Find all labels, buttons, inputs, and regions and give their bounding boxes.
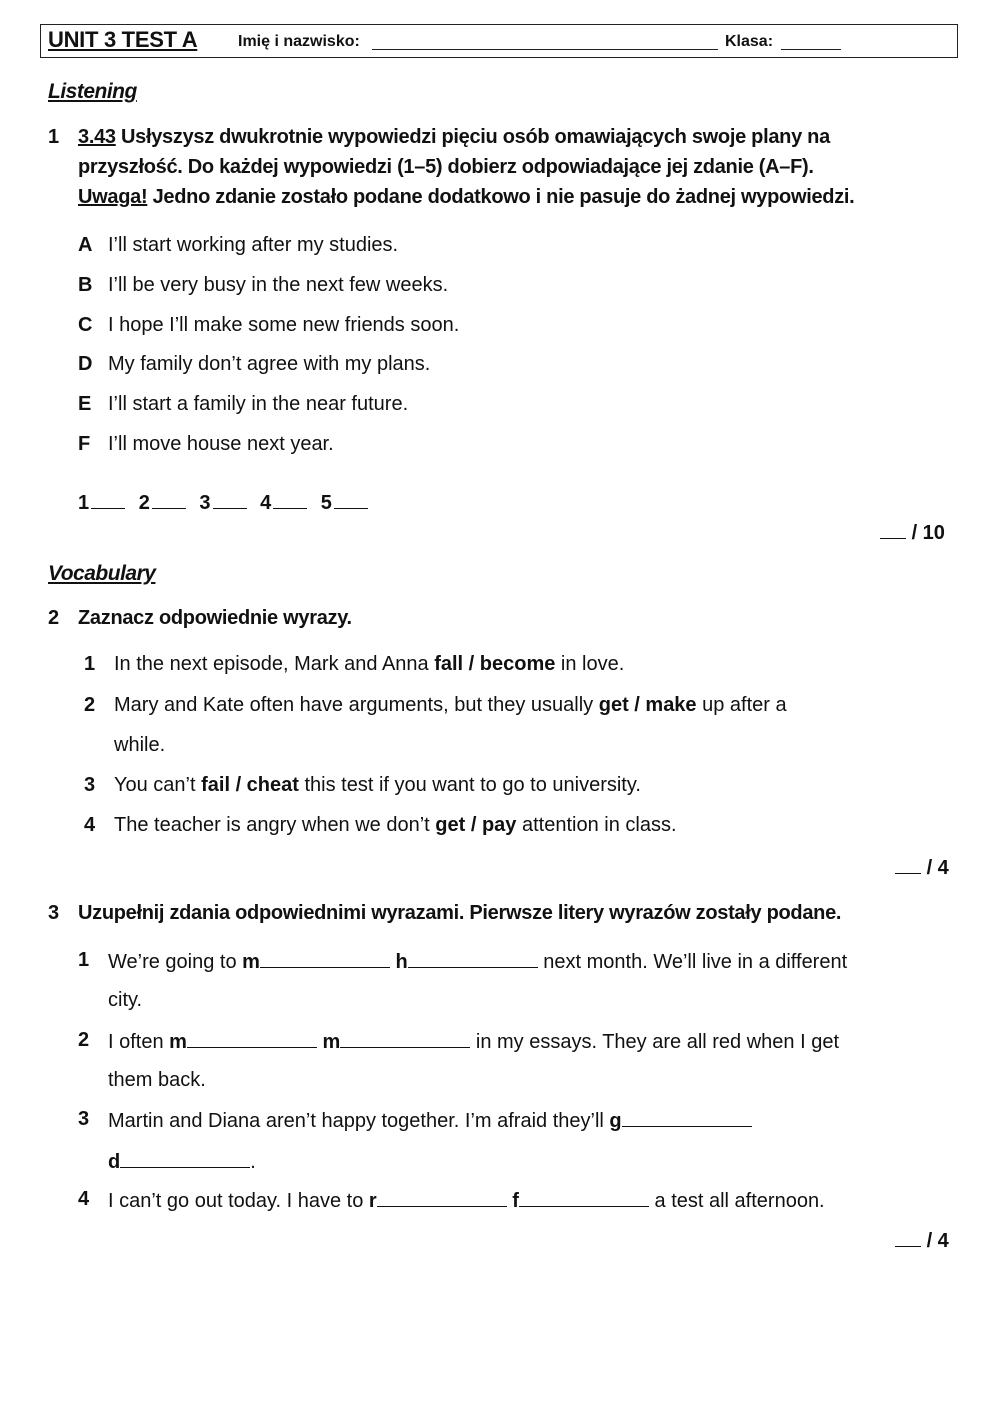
- answer-blank[interactable]: [273, 490, 307, 509]
- item-text-pre: I can’t go out today. I have to: [108, 1190, 369, 1212]
- item-number: 2: [84, 694, 96, 716]
- item-text-pre: The teacher is angry when we don’t: [114, 814, 436, 836]
- score: [880, 520, 945, 545]
- item-text: [114, 774, 641, 797]
- instruction-text: Jedno zdanie zostało podane dodatkowo i nie pasuje do żadnej wypowiedzi.: [152, 186, 855, 208]
- item-number: 1: [78, 949, 90, 971]
- answer-blank[interactable]: [213, 490, 247, 509]
- score: [895, 1228, 949, 1253]
- name-label: Imię i nazwisko:: [238, 33, 360, 50]
- item-text-post: in love.: [555, 653, 625, 675]
- word-choice[interactable]: fail / cheat: [201, 774, 299, 796]
- item-text-pre: Mary and Kate often have arguments, but they usually: [114, 694, 599, 716]
- item-number: 3: [78, 1108, 90, 1130]
- instruction-line: [78, 186, 854, 209]
- option-text: I hope I’ll make some new friends soon.: [108, 314, 460, 336]
- first-letter: d: [108, 1151, 121, 1173]
- answer-blank[interactable]: [334, 490, 368, 509]
- score-blank[interactable]: [880, 520, 906, 539]
- item-number: 2: [78, 1029, 90, 1051]
- class-label: Klasa:: [725, 33, 774, 50]
- first-letter: r: [368, 1190, 377, 1212]
- answer-number: 1: [78, 492, 90, 514]
- item-text-pre: We’re going to: [108, 951, 243, 973]
- item-text: [114, 653, 624, 676]
- option-text: My family don’t agree with my plans.: [108, 353, 431, 375]
- fill-blank[interactable]: [120, 1149, 250, 1168]
- item-text-pre: I often: [108, 1031, 170, 1053]
- item-text: [108, 1108, 752, 1133]
- fill-blank[interactable]: [519, 1188, 649, 1207]
- instruction-line: Usłyszysz dwukrotnie wypowiedzi pięciu osób omawiających swoje plany na: [121, 126, 830, 148]
- item-text: [114, 694, 787, 717]
- option-letter: E: [78, 393, 92, 415]
- task-instruction: [78, 126, 830, 149]
- section-title-vocabulary: Vocabulary: [48, 562, 156, 585]
- answer-row: [78, 490, 376, 515]
- option-text: I’ll start working after my studies.: [108, 234, 399, 256]
- item-text-post: .: [250, 1151, 256, 1173]
- word-choice[interactable]: fall / become: [434, 653, 556, 675]
- answer-number: 3: [199, 492, 211, 514]
- page-title: UNIT 3 TEST A: [48, 27, 198, 52]
- first-letter: m: [169, 1031, 187, 1053]
- word-choice[interactable]: get / make: [598, 694, 697, 716]
- answer-number: 5: [320, 492, 332, 514]
- item-text-post: this test if you want to go to university.: [298, 774, 641, 796]
- option-letter: D: [78, 353, 93, 375]
- item-text-continued: city.: [108, 989, 143, 1011]
- item-text-continued: while.: [114, 734, 166, 756]
- option-letter: A: [78, 234, 93, 256]
- item-text-pre: You can’t: [114, 774, 202, 796]
- item-text-post: up after a: [696, 694, 787, 716]
- class-field[interactable]: [781, 49, 841, 50]
- score-blank[interactable]: [895, 855, 921, 874]
- fill-blank[interactable]: [340, 1029, 470, 1048]
- first-letter: m: [322, 1031, 341, 1053]
- option-text: I’ll move house next year.: [108, 433, 334, 455]
- item-text: [108, 949, 847, 974]
- fill-blank[interactable]: [408, 949, 538, 968]
- task-number: 1: [48, 126, 60, 148]
- note-word: Uwaga!: [78, 186, 148, 208]
- item-number: 1: [84, 653, 96, 675]
- section-title-listening: Listening: [48, 80, 137, 103]
- first-letter: m: [242, 951, 260, 973]
- word-choice[interactable]: get / pay: [435, 814, 517, 836]
- task-number: 3: [48, 902, 60, 924]
- item-text-continued: [108, 1149, 256, 1174]
- item-text-pre: Martin and Diana aren’t happy together. I’m afraid they’ll: [108, 1110, 610, 1132]
- option-text: I’ll start a family in the near future.: [108, 393, 409, 415]
- item-text: [114, 814, 677, 837]
- item-text-post: next month. We’ll live in a different: [537, 951, 848, 973]
- item-text-continued: them back.: [108, 1069, 206, 1091]
- score-total: / 4: [926, 857, 949, 879]
- answer-blank[interactable]: [91, 490, 125, 509]
- item-text-post: a test all afternoon.: [648, 1190, 825, 1212]
- track-number: 3.43: [78, 126, 116, 148]
- score-total: / 4: [926, 1230, 949, 1252]
- option-letter: B: [78, 274, 93, 296]
- task-instruction: Zaznacz odpowiednie wyrazy.: [78, 607, 352, 629]
- fill-blank[interactable]: [260, 949, 390, 968]
- item-text: [108, 1029, 839, 1054]
- instruction-line: przyszłość. Do każdej wypowiedzi (1–5) dobierz odpowiadające jej zdanie (A–F).: [78, 156, 814, 178]
- score-total: / 10: [911, 522, 945, 544]
- item-number: 3: [84, 774, 96, 796]
- answer-blank[interactable]: [152, 490, 186, 509]
- answer-number: 4: [260, 492, 272, 514]
- answer-number: 2: [138, 492, 150, 514]
- task-instruction: Uzupełnij zdania odpowiednimi wyrazami. Pierwsze litery wyrazów zostały podane.: [78, 902, 842, 924]
- name-field[interactable]: [372, 49, 718, 50]
- item-text: [108, 1188, 825, 1213]
- fill-blank[interactable]: [377, 1188, 507, 1207]
- score: [895, 855, 949, 880]
- option-letter: C: [78, 314, 93, 336]
- item-text-post: attention in class.: [516, 814, 677, 836]
- item-text-post: in my essays. They are all red when I get: [470, 1031, 840, 1053]
- option-letter: F: [78, 433, 91, 455]
- score-blank[interactable]: [895, 1228, 921, 1247]
- fill-blank[interactable]: [622, 1108, 752, 1127]
- item-text-pre: In the next episode, Mark and Anna: [114, 653, 435, 675]
- item-number: 4: [78, 1188, 90, 1210]
- fill-blank[interactable]: [187, 1029, 317, 1048]
- first-letter: g: [609, 1110, 622, 1132]
- option-text: I’ll be very busy in the next few weeks.: [108, 274, 449, 296]
- task-number: 2: [48, 607, 60, 629]
- first-letter: f: [512, 1190, 519, 1212]
- first-letter: h: [395, 951, 408, 973]
- item-number: 4: [84, 814, 96, 836]
